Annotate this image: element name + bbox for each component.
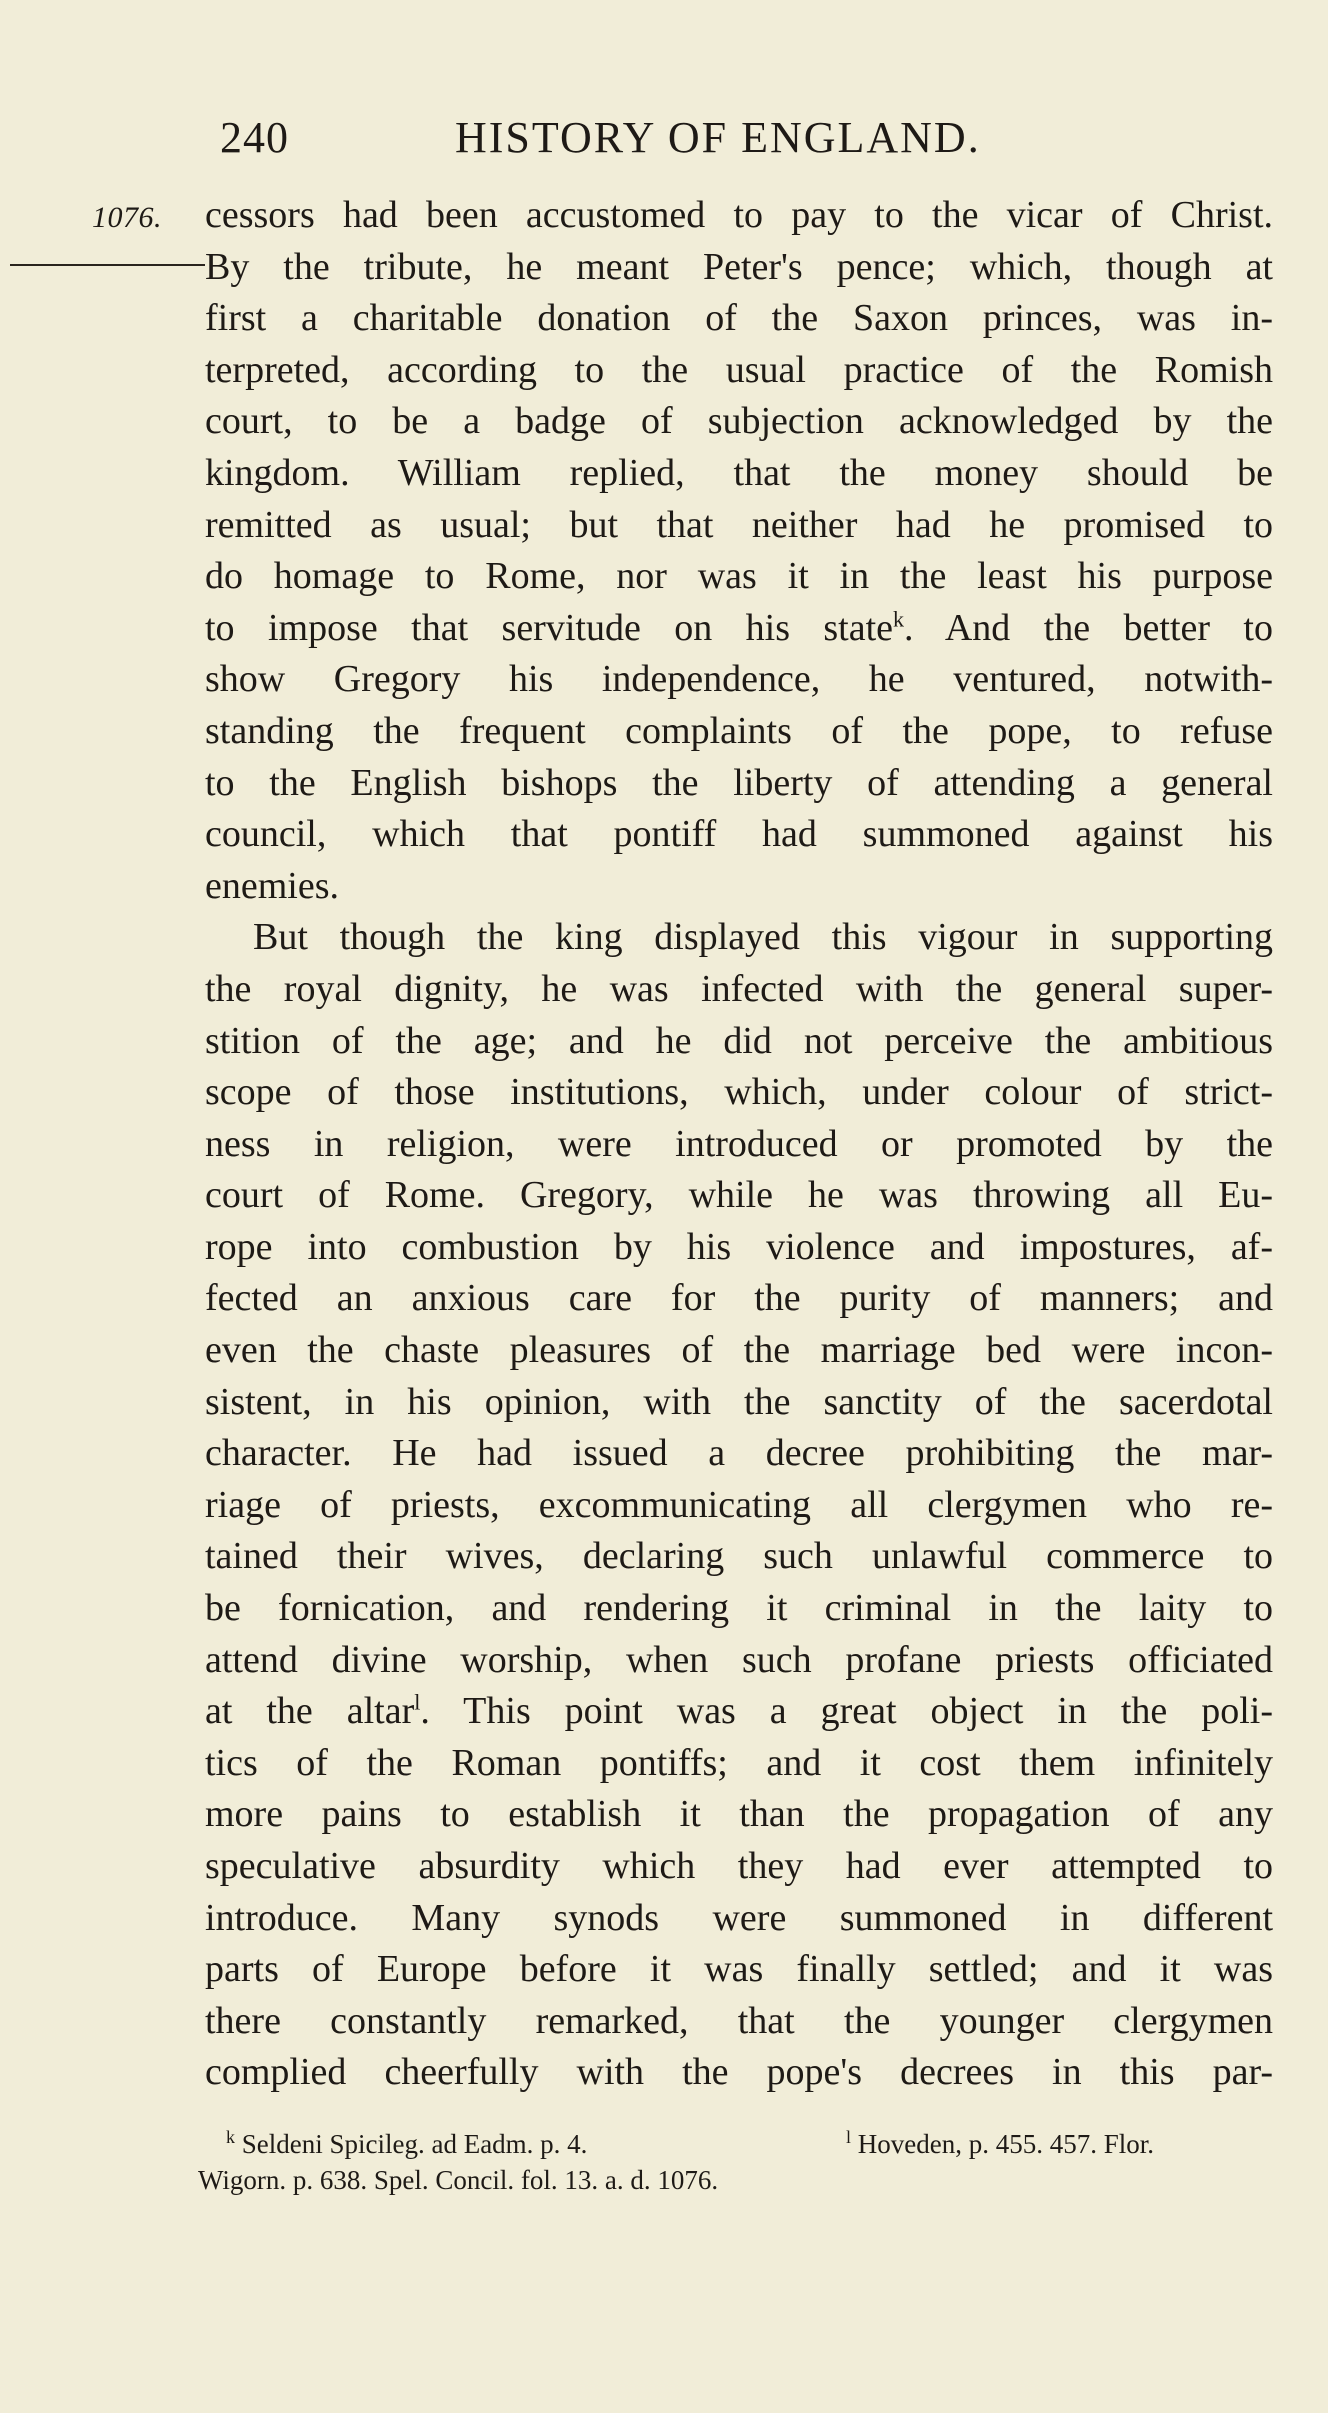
text-line: speculative absurdity which they had ever attempted to [205,1845,1273,1887]
margin-rule [10,264,205,266]
text-line: to the English bishops the liberty of attending a general [205,761,1273,804]
text-line: sistent, in his opinion, with the sanctity of the sacerdotal [205,1380,1273,1423]
text-line: do homage to Rome, nor was it in the least his purpose [205,555,1273,598]
text-line: more pains to establish it than the propagation of any [205,1793,1273,1836]
margin-year: 1076. [92,201,162,234]
text-line: By the tribute, he meant Peter's pence; which, though at [205,245,1273,288]
text-line: court, to be a badge of subjection acknowledged by the [205,400,1273,443]
text-line: tics of the Roman pontiffs; and it cost them infinitely [205,1741,1273,1784]
text-line: terpreted, according to the usual practice of the Romish [205,348,1273,391]
footnote-ref-l[interactable]: l [414,1689,421,1715]
footnote-l [846,2126,1154,2162]
body-text [205,190,1273,2099]
text-line: enemies. [205,864,340,907]
text-line: tained their wives, declaring such unlawful commerce to [205,1535,1273,1578]
footnote-marker-l: l [846,2127,852,2147]
text-line: fected an anxious care for the purity of manners; and [205,1277,1273,1320]
text-segment: And the better to [944,606,1273,649]
text-line: council, which that pontiff had summoned against his [205,813,1273,856]
text-line: be fornication, and rendering it criminal in the laity to [205,1587,1273,1630]
text-line: even the chaste pleasures of the marriage bed were incon- [205,1329,1273,1372]
text-line-with-ref: at the altar$^l$. This point was a great object in the poli- [205,1689,1273,1733]
text-line: first a charitable donation of the Saxon princes, was in- [205,297,1273,340]
text-line: complied cheerfully with the pope's decrees in this par- [205,2051,1273,2094]
text-line: there constantly remarked, that the younger clergymen [205,1999,1273,2042]
text-line: court of Rome. Gregory, while he was throwing all Eu- [205,1174,1273,1217]
footnote-k [226,2126,846,2162]
text-line: cessors had been accustomed to pay to the vicar of Christ. [205,194,1273,236]
footnote-l-text: Hoveden, p. 455. 457. Flor. [857,2129,1155,2159]
running-title: HISTORY OF ENGLAND. [455,113,981,162]
page-number: 240 [220,113,289,162]
footnote-marker-k: k [226,2127,235,2147]
text-line: rope into combustion by his violence and impostures, af- [205,1225,1273,1268]
text-line: kingdom. William replied, that the money should be [205,451,1273,494]
text-line: introduce. Many synods were summoned in different [205,1896,1273,1939]
text-segment: at the altar [205,1690,415,1733]
footnote-continuation: Wigorn. p. 638. Spel. Concil. fol. 13. a. d. 1076. [198,2165,719,2195]
text-line: parts of Europe before it was finally settled; and it was [205,1948,1273,1991]
text-line: the royal dignity, he was infected with the general super- [205,967,1273,1010]
text-line: show Gregory his independence, he ventured, notwith- [205,658,1273,701]
text-line: stition of the age; and he did not perceive the ambitious [205,1019,1273,1062]
text-line: scope of those institutions, which, under colour of strict- [205,1071,1273,1114]
footnotes [198,2126,1273,2198]
text-line: ness in religion, were introduced or promoted by the [205,1122,1273,1165]
footnote-ref-k[interactable]: k [893,606,905,632]
text-line: attend divine worship, when such profane priests officiated [205,1638,1273,1681]
footnote-k-text: Seldeni Spicileg. ad Eadm. p. 4. [241,2129,588,2159]
text-segment: to impose that servitude on his state [205,606,894,649]
text-line: remitted as usual; but that neither had he promised to [205,503,1273,546]
text-line: standing the frequent complaints of the pope, to refuse [205,709,1273,752]
running-header [220,112,1060,172]
paragraph-start: But though the king displayed this vigour in supporting [253,916,1273,959]
text-segment: This point was a great object in the poli- [463,1690,1273,1733]
text-line: character. He had issued a decree prohibiting the mar- [205,1432,1273,1475]
footnote-line [198,2126,1273,2162]
text-line: riage of priests, excommunicating all clergymen who re- [205,1483,1273,1526]
text-line-with-ref: to impose that servitude on his state$^k$. And the better to [205,606,1273,649]
